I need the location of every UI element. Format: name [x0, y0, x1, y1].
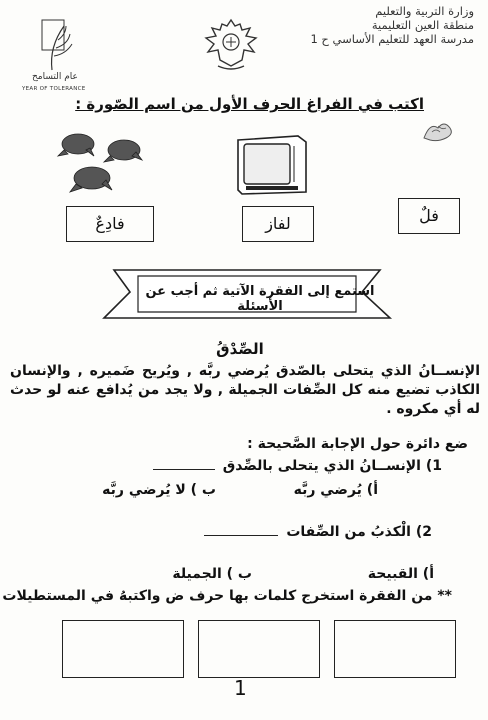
q2-line	[201, 524, 432, 540]
answer-box-2[interactable]	[198, 620, 320, 678]
q1-text: الإنســانُ الذي يتحلى بالصِّدق	[222, 458, 421, 474]
banner-text: استمع إلى الفقرة الآتية ثم أجب عن الأسئلة	[145, 284, 375, 314]
q1-blank[interactable]	[153, 459, 215, 470]
questions-instruction: ضع دائرة حول الإجابة الصَّحيحة :	[247, 436, 468, 452]
section1-instruction: اكتب في الفراغ الحرف الأول من اسم الصّورة :	[75, 95, 424, 113]
tolerance-english: YEAR OF TOLERANCE	[22, 86, 86, 92]
word-box-tv: لفاز	[242, 206, 314, 242]
tolerance-arabic: عام التسامح	[32, 72, 78, 82]
jasmine-flower-icon	[420, 118, 456, 144]
q2-text: الْكذبُ من الصِّفات	[286, 524, 411, 540]
q1-option-a[interactable]: أ) يُرضي ربَّه	[293, 482, 378, 498]
q3-line	[2, 588, 452, 604]
frogs-icon	[56, 126, 148, 198]
q2-option-a[interactable]: أ) القبيحة	[367, 566, 434, 582]
answer-box-3[interactable]	[62, 620, 184, 678]
q2-number: 2)	[415, 524, 432, 540]
q2-blank[interactable]	[204, 525, 278, 536]
q2-option-b[interactable]: ب ) الجميلة	[172, 566, 252, 582]
q3-text: من الفقرة استخرج كلمات بها حرف ض واكتبهُ في المستطيلات	[2, 588, 433, 604]
word-box-flower: فلٌ	[398, 198, 460, 234]
word-box-frog: فادِعٌ	[66, 206, 154, 242]
answer-box-1[interactable]	[334, 620, 456, 678]
uae-emblem-icon	[200, 14, 262, 74]
q3-marker: **	[437, 588, 452, 604]
school-header	[310, 4, 474, 46]
q1-option-b[interactable]: ب ) لا يُرضي ربَّه	[102, 482, 216, 498]
q1-line	[150, 458, 442, 474]
school-name: مدرسة العهد للتعليم الأساسي ح 1	[310, 32, 474, 46]
passage-text: الإنســانُ الذي يتحلى بالصّدق يُرضي ربَّه , ويُريح ضَميره , والإنسان الكاذب تضيع منه كل الصِّفات الجميلة , ولا يجد من يُدافع عنه لو حدث له أي مكروه .	[10, 363, 480, 417]
q1-number: 1)	[425, 458, 442, 474]
passage-title: الصِّدْقُ	[216, 340, 264, 358]
page-number: 1	[234, 676, 247, 700]
ministry-name: وزارة التربية والتعليم	[375, 4, 474, 18]
zone-name: منطقة العين التعليمية	[371, 18, 474, 32]
television-icon	[234, 132, 310, 198]
